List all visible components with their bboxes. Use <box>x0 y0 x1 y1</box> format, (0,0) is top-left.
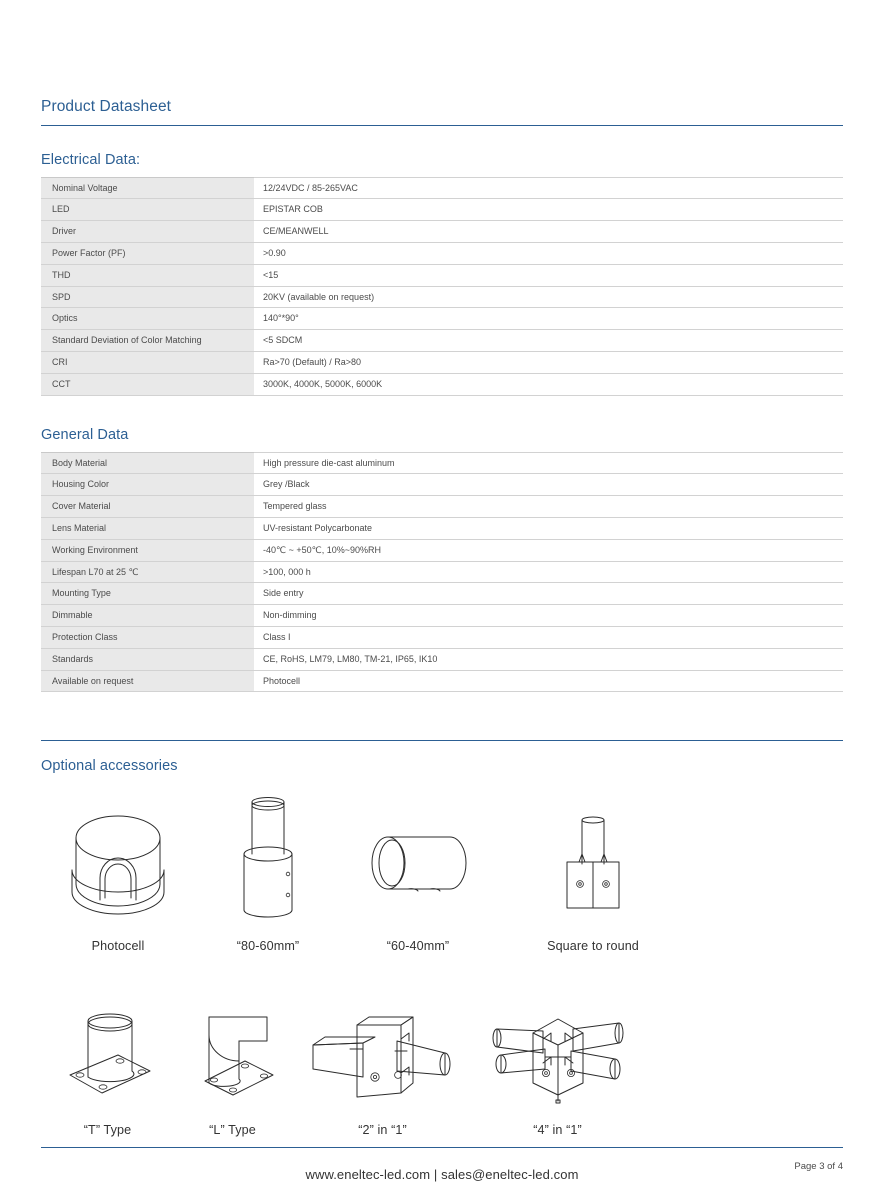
spec-key: Available on request <box>41 670 254 692</box>
spec-key: CCT <box>41 373 254 395</box>
electrical-data-body <box>41 177 843 395</box>
accessories-row-2 <box>45 1001 843 1137</box>
accessory-label: “T” Type <box>83 1123 132 1138</box>
accessory-item-two-in-one <box>295 1001 470 1137</box>
table-row <box>41 539 843 561</box>
accessories-divider <box>41 740 843 741</box>
accessory-label: “80-60mm” <box>236 939 300 954</box>
section-heading-accessories: Optional accessories <box>41 758 178 775</box>
photocell-icon <box>66 792 170 920</box>
spec-value: 12/24VDC / 85-265VAC <box>254 177 843 199</box>
accessory-item-reducer-60-40 <box>343 792 493 953</box>
spec-value: 3000K, 4000K, 5000K, 6000K <box>254 373 843 395</box>
spec-value: >0.90 <box>254 242 843 264</box>
table-row <box>41 583 843 605</box>
spec-value: CE, RoHS, LM79, LM80, TM-21, IP65, IK10 <box>254 648 843 670</box>
table-row <box>41 330 843 352</box>
spec-key: LED <box>41 199 254 221</box>
spec-value: 20KV (available on request) <box>254 286 843 308</box>
spec-key: Protection Class <box>41 626 254 648</box>
document-title-block <box>41 0 843 126</box>
accessory-label: Square to round <box>547 939 639 954</box>
spec-value: High pressure die-cast aluminum <box>254 452 843 474</box>
spec-key: Standards <box>41 648 254 670</box>
accessory-label: “L” Type <box>209 1123 256 1138</box>
accessory-item-square-to-round <box>493 792 693 953</box>
spec-value: Tempered glass <box>254 496 843 518</box>
table-row <box>41 242 843 264</box>
spec-value: >100, 000 h <box>254 561 843 583</box>
accessory-item-photocell[interactable] <box>43 792 193 953</box>
spec-value: <15 <box>254 264 843 286</box>
table-row <box>41 605 843 627</box>
footer-contact[interactable]: www.eneltec-led.com | sales@eneltec-led.com <box>305 1167 579 1182</box>
accessory-item-four-in-one <box>470 1001 645 1137</box>
spec-key: Standard Deviation of Color Matching <box>41 330 254 352</box>
spec-value: Class I <box>254 626 843 648</box>
spec-value: CE/MEANWELL <box>254 221 843 243</box>
spec-key: Power Factor (PF) <box>41 242 254 264</box>
four-in-one-icon <box>483 1001 633 1107</box>
spec-value: Non-dimming <box>254 605 843 627</box>
table-row <box>41 670 843 692</box>
table-row <box>41 373 843 395</box>
spec-value: <5 SDCM <box>254 330 843 352</box>
accessory-label: Photocell <box>91 939 145 954</box>
spec-key: SPD <box>41 286 254 308</box>
table-row <box>41 496 843 518</box>
spec-key: THD <box>41 264 254 286</box>
table-row <box>41 351 843 373</box>
section-heading-electrical: Electrical Data: <box>41 151 141 168</box>
accessory-label: “60-40mm” <box>386 939 450 954</box>
table-row <box>41 199 843 221</box>
spec-key: Optics <box>41 308 254 330</box>
spec-value: -40℃ ~ +50℃, 10%~90%RH <box>254 539 843 561</box>
section-heading-general: General Data <box>41 426 129 443</box>
table-row <box>41 517 843 539</box>
two-in-one-icon <box>305 1001 461 1107</box>
table-row <box>41 561 843 583</box>
spec-value: Ra>70 (Default) / Ra>80 <box>254 351 843 373</box>
accessory-label: “2” in “1” <box>358 1123 407 1138</box>
spec-value: Side entry <box>254 583 843 605</box>
reducer-60-40-icon <box>364 792 472 920</box>
footer-row <box>41 1148 843 1200</box>
accessories-row-1 <box>43 792 843 953</box>
spec-key: CRI <box>41 351 254 373</box>
spec-value: 140°*90° <box>254 308 843 330</box>
accessory-label: “4” in “1” <box>533 1123 582 1138</box>
accessory-item-l-type <box>170 1001 295 1137</box>
general-data-table <box>41 452 843 693</box>
spec-value: EPISTAR COB <box>254 199 843 221</box>
spec-value: Photocell <box>254 670 843 692</box>
table-row <box>41 308 843 330</box>
table-row <box>41 286 843 308</box>
spec-key: Lens Material <box>41 517 254 539</box>
footer-page-number: Page 3 of 4 <box>794 1161 843 1172</box>
table-row <box>41 452 843 474</box>
spec-key: Mounting Type <box>41 583 254 605</box>
spec-value: Grey /Black <box>254 474 843 496</box>
table-row <box>41 221 843 243</box>
spec-key: Driver <box>41 221 254 243</box>
square-to-round-icon <box>549 792 637 920</box>
spec-value: UV-resistant Polycarbonate <box>254 517 843 539</box>
spec-key: Housing Color <box>41 474 254 496</box>
table-row <box>41 177 843 199</box>
table-row <box>41 264 843 286</box>
accessory-item-reducer-80-60[interactable] <box>193 792 343 953</box>
page-title: Product Datasheet <box>41 98 172 115</box>
table-row <box>41 626 843 648</box>
table-row <box>41 474 843 496</box>
spec-key: Nominal Voltage <box>41 177 254 199</box>
table-row <box>41 648 843 670</box>
spec-key: Lifespan L70 at 25 ℃ <box>41 561 254 583</box>
spec-key: Working Environment <box>41 539 254 561</box>
spec-key: Dimmable <box>41 605 254 627</box>
l-type-bracket-icon <box>183 1001 283 1107</box>
accessory-item-t-type <box>45 1001 170 1137</box>
general-data-body <box>41 452 843 692</box>
spec-key: Body Material <box>41 452 254 474</box>
electrical-data-table <box>41 177 843 396</box>
t-type-bracket-icon <box>56 1001 160 1107</box>
title-divider <box>41 125 843 126</box>
spec-key: Cover Material <box>41 496 254 518</box>
reducer-80-60-icon <box>230 792 306 920</box>
page-footer <box>41 1147 843 1200</box>
